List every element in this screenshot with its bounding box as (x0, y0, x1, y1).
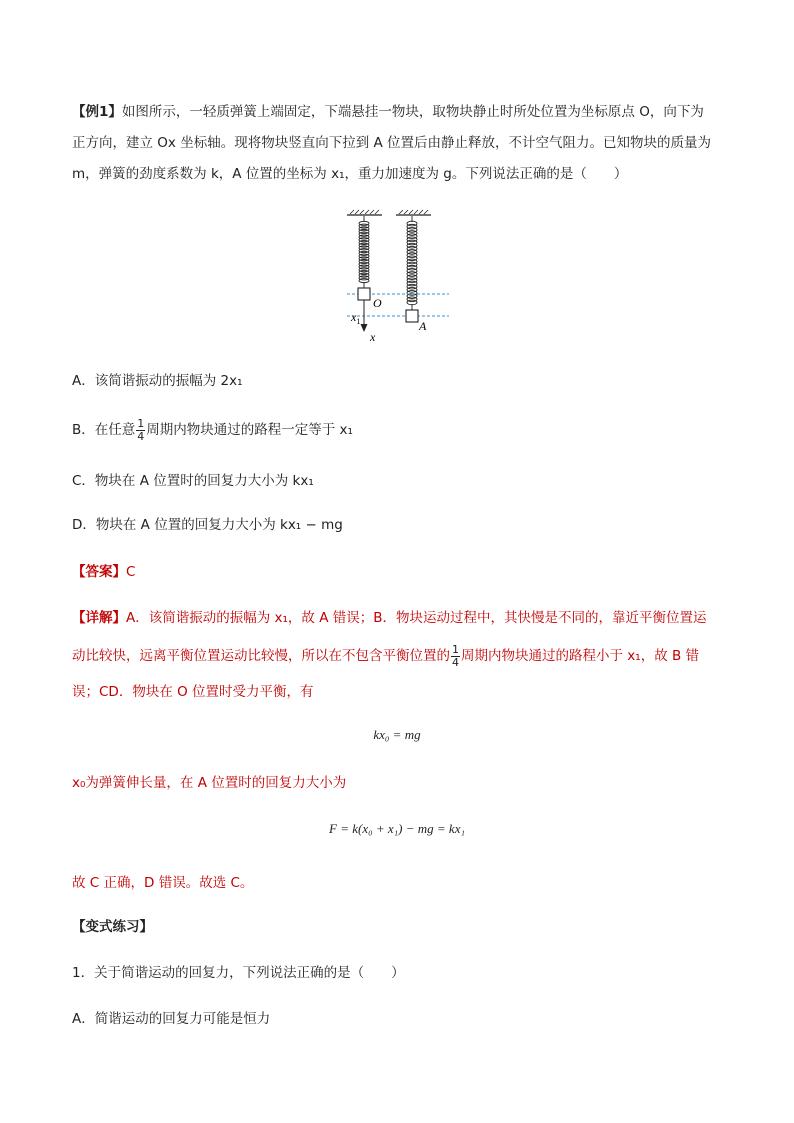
option-b-pre: B．在任意 (72, 422, 136, 438)
detail-line-3: 误；CD．物块在 O 位置时受力平衡，有 (72, 684, 314, 700)
ceiling-right (396, 210, 431, 215)
spring-right (407, 216, 417, 310)
spring-figure (0, 0, 794, 360)
fraction-denominator: 4 (452, 655, 459, 669)
answer-value: C (126, 564, 136, 580)
option-c: C．物块在 A 位置时的回复力大小为 kx₁ (72, 473, 314, 489)
label-A: A (419, 319, 427, 333)
detail-text-2-pre: 动比较快，远离平衡位置运动比较慢，所以在不包含平衡位置的 (72, 648, 450, 664)
variant-heading: 【变式练习】 (72, 919, 153, 935)
variant-question-1: 1．关于简谐运动的回复力，下列说法正确的是（ ） (72, 965, 405, 981)
formula-equilibrium: kx₀ = mg (373, 727, 421, 742)
block-at-O (358, 288, 370, 300)
answer-label: 【答案】 (72, 564, 126, 580)
option-a: A．该简谐振动的振幅为 2x₁ (72, 373, 243, 389)
example-text-1: 如图所示，一轻质弹簧上端固定，下端悬挂一物块，取物块静止时所处位置为坐标原点 O，向下为 (121, 104, 704, 120)
label-x1: $x_1$ (351, 310, 361, 326)
detail-line-2 (72, 641, 724, 672)
detail-line-1 (72, 603, 724, 634)
formula-restoring-force: F = k(x₀ + x₁) − mg = kx₁ (329, 821, 465, 836)
fraction-numerator: 1 (137, 416, 145, 430)
example-line-3: m，弹簧的劲度系数为 k，A 位置的坐标为 x₁，重力加速度为 g。下列说法正确的是（ ） (72, 166, 628, 182)
detail-line-4: x₀为弹簧伸长量，在 A 位置时的回复力大小为 (72, 775, 347, 791)
example-tag: 【例1】 (72, 104, 122, 120)
label-x: x (370, 330, 376, 344)
detail-label: 【详解】 (72, 610, 126, 626)
option-b-fraction (136, 418, 145, 443)
option-b-post: 周期内物块通过的路程一定等于 x₁ (146, 422, 353, 438)
fraction-denominator: 4 (137, 429, 145, 443)
block-at-A (406, 310, 418, 322)
option-d: D．物块在 A 位置的回复力大小为 kx₁ − mg (72, 517, 343, 533)
spring-left (359, 216, 369, 288)
x-axis-arrow (361, 324, 368, 332)
detail-text-2-post: 周期内物块通过的路程小于 x₁，故 B 错 (461, 648, 700, 664)
label-O: O (373, 296, 382, 310)
fraction-numerator: 1 (452, 642, 459, 656)
detail-line-5: 故 C 正确，D 错误。故选 C。 (72, 875, 254, 891)
example-line-2: 正方向，建立 Ox 坐标轴。现将物块竖直向下拉到 A 位置后由静止释放，不计空气阻力。已知物块的质量为 (72, 135, 712, 151)
detail-fraction (451, 644, 460, 669)
detail-text-1: A．该简谐振动的振幅为 x₁，故 A 错误；B．物块运动过程中，其快慢是不同的，靠近平衡位置运 (126, 610, 707, 626)
variant-question-1-option-a: A．简谐运动的回复力可能是恒力 (72, 1011, 271, 1027)
option-b (72, 415, 724, 446)
ceiling-left (347, 210, 382, 215)
answer-line (72, 557, 724, 588)
